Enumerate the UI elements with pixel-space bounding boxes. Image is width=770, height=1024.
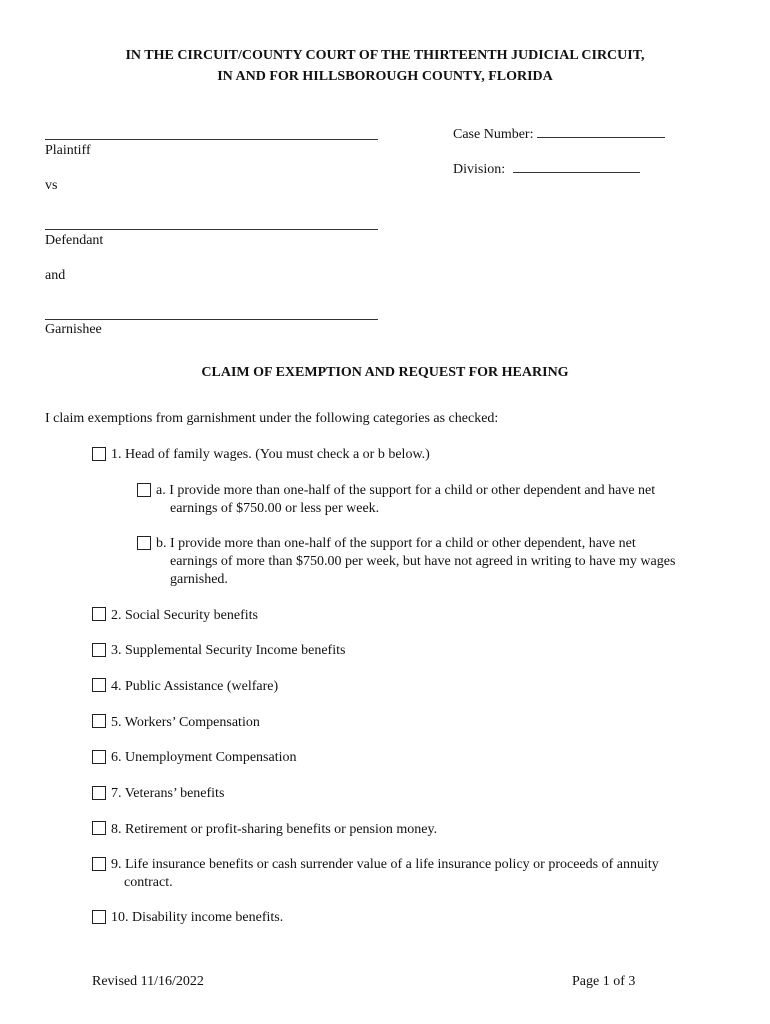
exemption-7-label: 7. Veterans’ benefits bbox=[111, 786, 225, 801]
court-heading-line-2: IN AND FOR HILLSBOROUGH COUNTY, FLORIDA bbox=[217, 69, 553, 84]
plaintiff-label: Plaintiff bbox=[45, 143, 91, 158]
plaintiff-signature-line[interactable] bbox=[45, 139, 378, 140]
garnishee-signature-line[interactable] bbox=[45, 319, 378, 320]
form-title: CLAIM OF EXEMPTION AND REQUEST FOR HEARING bbox=[201, 365, 569, 380]
exemption-6-checkbox[interactable] bbox=[92, 750, 106, 764]
exemption-1b-label-cont: earnings of more than $750.00 per week, but have not agreed in writing to have my wages bbox=[170, 554, 676, 569]
exemption-2-checkbox[interactable] bbox=[92, 607, 106, 621]
division-label: Division: bbox=[453, 162, 506, 177]
exemption-1b-label: b. I provide more than one-half of the support for a child or other dependent, have net bbox=[156, 536, 636, 551]
exemption-1-label: 1. Head of family wages. (You must check a or b below.) bbox=[111, 447, 430, 462]
exemption-5-checkbox[interactable] bbox=[92, 714, 106, 728]
defendant-label: Defendant bbox=[45, 233, 104, 248]
exemption-1b-checkbox[interactable] bbox=[137, 536, 151, 550]
page-number: Page 1 of 3 bbox=[572, 974, 636, 989]
division-input[interactable] bbox=[513, 160, 640, 173]
court-heading-line-1: IN THE CIRCUIT/COUNTY COURT OF THE THIRTEENTH JUDICIAL CIRCUIT, bbox=[125, 48, 645, 63]
defendant-signature-line[interactable] bbox=[45, 229, 378, 230]
exemption-10-checkbox[interactable] bbox=[92, 910, 106, 924]
exemption-6-label: 6. Unemployment Compensation bbox=[111, 750, 297, 765]
exemption-1a-checkbox[interactable] bbox=[137, 483, 151, 497]
exemption-8-checkbox[interactable] bbox=[92, 821, 106, 835]
case-number-label: Case Number: bbox=[453, 127, 534, 142]
exemption-9-checkbox[interactable] bbox=[92, 857, 106, 871]
exemption-9-label: 9. Life insurance benefits or cash surrender value of a life insurance policy or proceeds of annuity bbox=[111, 857, 659, 872]
division-field bbox=[453, 160, 640, 178]
exemption-9-label-cont: contract. bbox=[124, 875, 173, 890]
revised-date: Revised 11/16/2022 bbox=[92, 974, 204, 989]
case-number-input[interactable] bbox=[537, 125, 665, 138]
exemption-1a-label: a. I provide more than one-half of the support for a child or other dependent and have net bbox=[156, 483, 656, 498]
exemption-8-label: 8. Retirement or profit-sharing benefits or pension money. bbox=[111, 822, 438, 837]
and-label: and bbox=[45, 268, 66, 283]
exemption-1-checkbox[interactable] bbox=[92, 447, 106, 461]
exemption-7-checkbox[interactable] bbox=[92, 786, 106, 800]
exemption-4-label: 4. Public Assistance (welfare) bbox=[111, 679, 279, 694]
exemption-2-label: 2. Social Security benefits bbox=[111, 608, 258, 623]
exemption-1a-label-cont: earnings of $750.00 or less per week. bbox=[170, 501, 380, 516]
garnishee-label: Garnishee bbox=[45, 322, 102, 337]
exemption-4-checkbox[interactable] bbox=[92, 678, 106, 692]
case-number-field bbox=[453, 125, 665, 143]
vs-label: vs bbox=[45, 178, 58, 193]
exemption-3-label: 3. Supplemental Security Income benefits bbox=[111, 643, 346, 658]
exemption-3-checkbox[interactable] bbox=[92, 643, 106, 657]
exemption-5-label: 5. Workers’ Compensation bbox=[111, 715, 260, 730]
intro-text: I claim exemptions from garnishment under the following categories as checked: bbox=[45, 411, 499, 426]
exemption-1b-label-cont-2: garnished. bbox=[170, 572, 228, 587]
exemption-10-label: 10. Disability income benefits. bbox=[111, 910, 284, 925]
